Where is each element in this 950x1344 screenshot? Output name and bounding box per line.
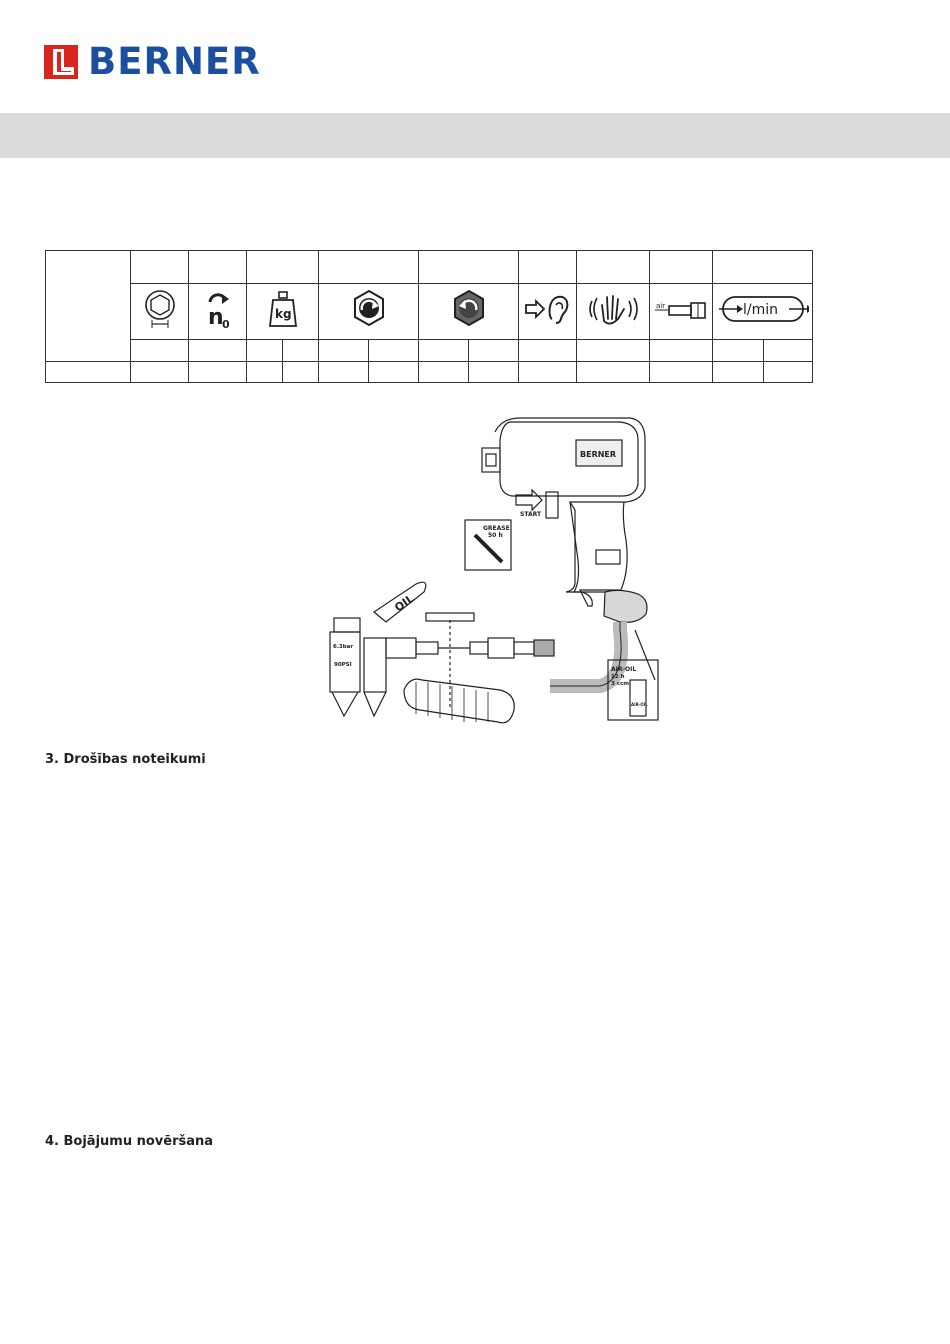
data-cell [713,362,764,383]
weight-kg-icon [247,284,319,340]
berner-logo-mark-icon [44,45,78,79]
air-oil-interval-label: 12 h [611,674,625,680]
unit-cell [319,340,369,362]
data-cell [419,362,469,383]
noise-ear-icon [519,284,577,340]
unit-cell [577,340,650,362]
header-cell [713,251,813,284]
unit-cell [650,340,713,362]
spec-header-row [46,251,813,284]
data-cell [319,362,369,383]
data-cell [247,362,283,383]
unit-cell [131,340,189,362]
unit-cell [419,340,469,362]
data-cell [369,362,419,383]
data-cell [469,362,519,383]
spec-table [45,250,813,383]
kg-label: kg [274,307,292,321]
brand-name: BERNER [88,40,261,83]
troubleshooting-section-title: 4. Bojājumu novēršana [45,1134,214,1149]
spec-data-row [46,362,813,383]
unit-cell [283,340,319,362]
data-cell [189,362,247,383]
air-consumption-icon [713,284,813,340]
lmin-label: l/min [742,302,778,318]
spec-icon-row [46,284,813,340]
socket-size-icon [131,284,189,340]
unit-cell [764,340,813,362]
air-inlet-icon [650,284,713,340]
speed-n0-icon [189,284,247,340]
safety-section-title: 3. Drošības noteikumi [45,752,206,767]
n0-subscript: 0 [221,318,230,331]
header-cell [650,251,713,284]
regulator-bar-label: 6.3bar [333,644,354,650]
air-oil-amount-label: 3 ccm [611,681,629,687]
air-oil-label: AIR-OIL [611,666,637,673]
unit-cell [247,340,283,362]
tool-brand-label: BERNER [580,450,617,459]
unit-cell [469,340,519,362]
torque-tighten-icon [319,284,419,340]
header-cell [577,251,650,284]
header-cell [189,251,247,284]
air-label: air [656,302,666,310]
berner-logo [44,40,261,83]
header-cell [131,251,189,284]
unit-cell [519,340,577,362]
grease-interval-label: 50 h [488,532,503,539]
model-header-cell [46,251,131,362]
tool-connection-diagram [320,410,665,740]
data-cell [650,362,713,383]
n0-letter: n [207,305,224,330]
title-band [0,113,950,158]
unit-cell [713,340,764,362]
header-cell [319,251,419,284]
unit-cell [369,340,419,362]
regulator-psi-label: 90PSI [334,662,352,668]
torque-loosen-icon [419,284,519,340]
spec-unit-row [46,340,813,362]
grease-label: GREASE [483,525,510,532]
header-cell [247,251,319,284]
header-cell [419,251,519,284]
bottle-label: AIR-OIL [631,702,648,707]
vibration-hand-icon [577,284,650,340]
header-cell [519,251,577,284]
data-cell [46,362,131,383]
oil-label: OIL [392,592,417,615]
data-cell [764,362,813,383]
start-label: START [520,511,542,518]
data-cell [131,362,189,383]
unit-cell [189,340,247,362]
data-cell [519,362,577,383]
data-cell [577,362,650,383]
data-cell [283,362,319,383]
